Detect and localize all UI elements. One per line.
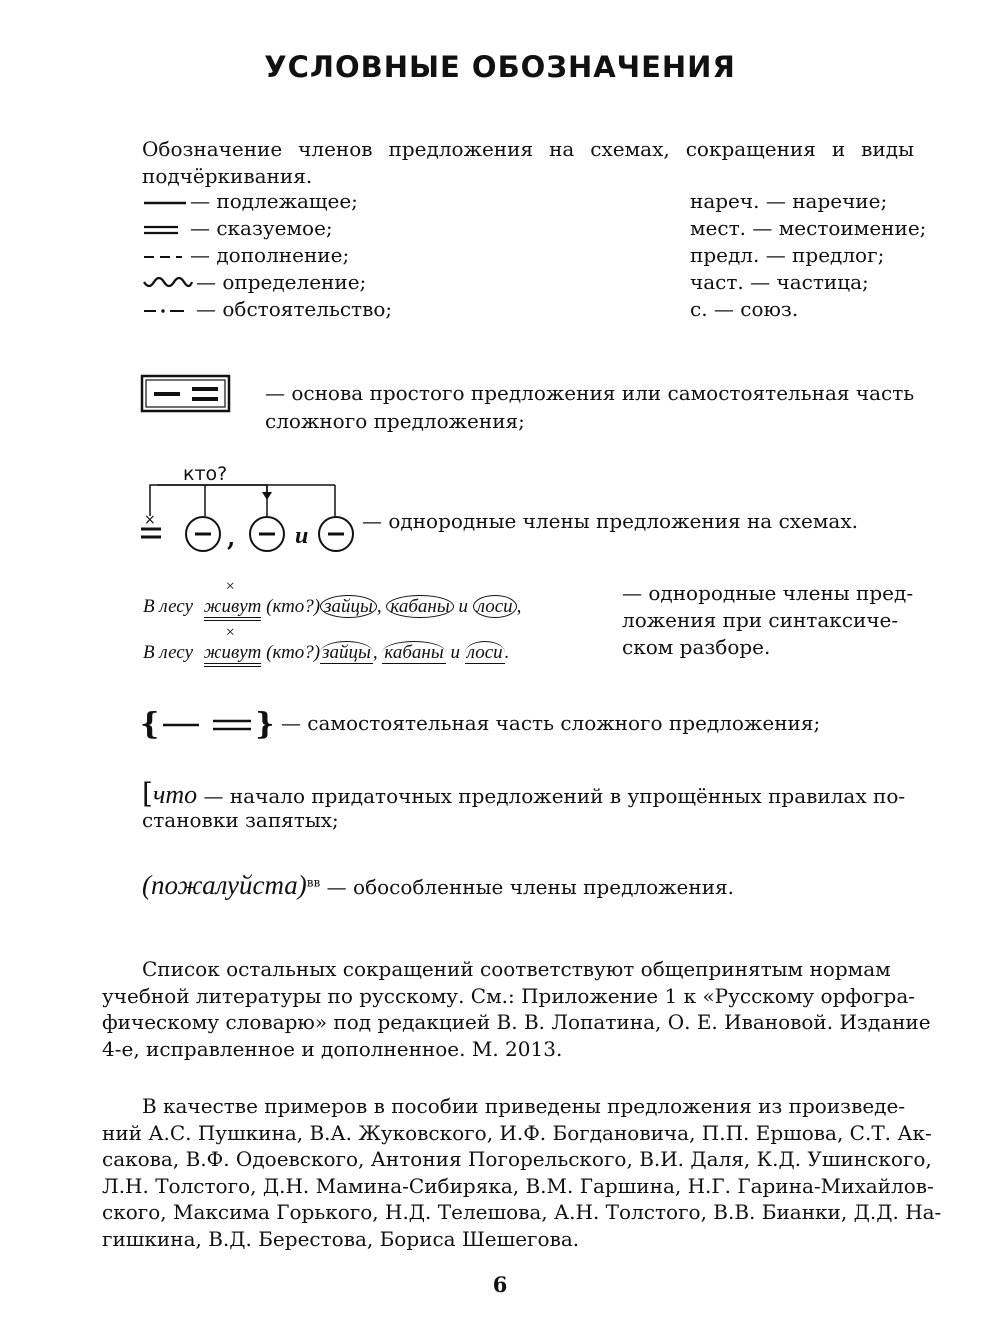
legend-predicate: — сказуемое; (142, 216, 392, 243)
homogeneous-scheme-diagram (135, 458, 365, 558)
abbr-item: предл. — предлог; (690, 243, 885, 267)
legend-subject: — подлежащее; (142, 189, 392, 216)
intro-text: Обозначение членов предложения на схемах, сокращения и виды подчёркивания. (142, 137, 914, 188)
paragraph-abbreviations: Список остальных сокращений соответствуют общепринятым нормам учебной литературы по русскому. См.: Приложение 1 к «Русскому орфогра- фическому словарю» под редакцией В. В. Лопатина, О. Е. Ивановой. Издание 4-е, исправленное и дополненное. М. 2013. (102, 957, 931, 1061)
svg-text:и: и (295, 523, 309, 549)
isolated-members-line: (пожалуйста)$^{вв}$ — обособленные члены предложения. (142, 870, 735, 900)
dash-dot-line-icon (142, 301, 196, 321)
homogeneous-scheme-text: — однородные члены предложения на схемах. (362, 509, 858, 533)
legend-object: — дополнение; (142, 243, 392, 270)
abbr-item: нареч. — наречие; (690, 189, 888, 213)
basis-text-1: — основа простого предложения или самостоятельная часть (265, 381, 915, 405)
svg-text:×: × (144, 512, 156, 528)
page-title: УСЛОВНЫЕ ОБОЗНАЧЕНИЯ (264, 50, 736, 84)
abbreviation-list (690, 189, 926, 324)
abbr-item: мест. — местоимение; (690, 216, 927, 240)
abbr-item: част. — частица; (690, 270, 869, 294)
scheme-question: кто? (183, 463, 228, 485)
subject-predicate-icon (159, 713, 255, 737)
single-line-icon (142, 193, 190, 213)
independent-part-line: { } — самостоятельная часть сложного предложения; (140, 707, 821, 742)
legend-attribute: — определение; (142, 270, 392, 297)
basis-text-2: сложного предложения; (265, 409, 525, 433)
paragraph-sources: В качестве примеров в пособии приведены предложения из произведе- ний А.С. Пушкина, В.А. Жуковского, И.Ф. Богдановича, П.П. Ершова, С.Т. Ак- сакова, В.Ф. Одоевского, Антония Погорельского, В.И. Даля, К.Д. Ушинского, Л.Н. Толстого, Д.Н. Мамина-Сибиряка, В.М. Гаршина, Н.Г. Гарина-Михайлов- ского, Максима Горького, Н.Д. Телешова, А.Н. Толстого, В.В. Бианки, Д.Д. На- гишкина, В.Д. Берестова, Бориса Шешегова. (102, 1094, 942, 1251)
example-2: В лесу × живут (кто?) зайцы , кабаны и лоси . (143, 642, 509, 667)
double-line-icon (142, 220, 190, 240)
page-number: 6 (492, 1272, 508, 1297)
parse-description: — однородные члены пред- ложения при синтаксиче- ском разборе. (622, 581, 914, 659)
svg-text:,: , (227, 523, 236, 552)
subordinate-line-1: [что — начало придаточных предложений в упрощённых правилах по- (142, 777, 906, 810)
basis-box-icon (140, 374, 232, 414)
example-1: В лесу × живут (кто?) зайцы , кабаны и лоси , (143, 596, 521, 621)
legend-adverbial: — обстоятельство; (142, 297, 392, 324)
parse-examples (143, 578, 613, 672)
dashed-line-icon (142, 247, 190, 267)
wavy-line-icon (142, 274, 196, 294)
subordinate-line-2: становки запятых; (142, 808, 339, 832)
abbr-item: с. — союз. (690, 297, 799, 321)
member-legend (142, 189, 392, 324)
